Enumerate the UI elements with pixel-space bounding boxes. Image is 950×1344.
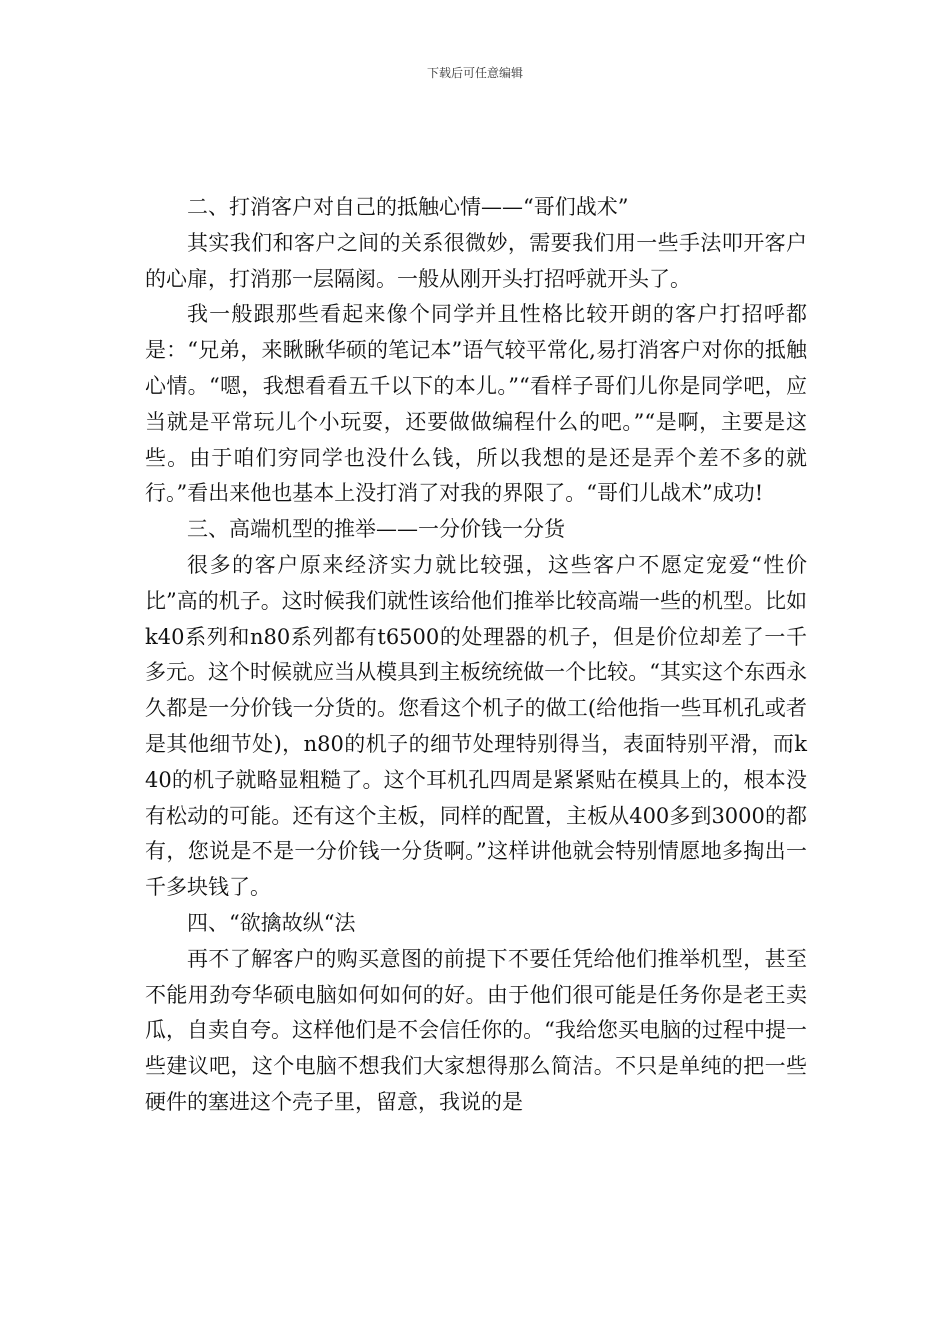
page-header-note: 下载后可任意编辑 [426,66,523,80]
paragraph: 其实我们和客户之间的关系很微妙，需要我们用一些手法叩开客户的心扉，打消那一层隔阂。一般从刚开头打招呼就开头了。 [145,230,807,291]
section-heading-4: 四、“欲擒故纵“法 [187,910,356,935]
section-heading-3: 三、高端机型的推举——一分价钱一分货 [187,517,565,542]
document-body [145,190,807,1121]
paragraph: 很多的客户原来经济实力就比较强，这些客户不愿定宠爱“性价比”高的机子。这时候我们就性该给他们推举比较高端一些的机型。比如k40系列和n80系列都有t6500的处理器的机子，但是价位却差了一千多元。这个时候就应当从模具到主板统统做一个比较。“其实这个东西永久都是一分价钱一分货的。您看这个机子的做工(给他指一些耳机孔或者是其他细节处)，n80的机子的细节处理特别得当，表面特别平滑，而k40的机子就略显粗糙了。这个耳机孔四周是紧紧贴在模具上的，根本没有松动的可能。还有这个主板，同样的配置，主板从400多到3000的都有，您说是不是一分价钱一分货啊。”这样讲他就会特别情愿地多掏出一千多块钱了。 [145,552,807,900]
paragraph: 我一般跟那些看起来像个同学并且性格比较开朗的客户打招呼都是：“兄弟，来瞅瞅华硕的笔记本”语气较平常化,易打消客户对你的抵触心情。“嗯，我想看看五千以下的本儿。”“看样子哥们儿你是同学吧，应当就是平常玩儿个小玩耍，还要做做编程什么的吧。”“是啊，主要是这些。由于咱们穷同学也没什么钱，所以我想的是还是弄个差不多的就行。”看出来他也基本上没打消了对我的界限了。“哥们儿战术”成功! [145,302,807,506]
section-heading-2: 二、打消客户对自己的抵触心情——“哥们战术” [187,195,629,219]
paragraph: 再不了解客户的购买意图的前提下不要任凭给他们推举机型，甚至不能用劲夸华硕电脑如何如何的好。由于他们很可能是任务你是老王卖瓜，自卖自夸。这样他们是不会信任你的。“我给您买电脑的过程中提一些建议吧，这个电脑不想我们大家想得那么简洁。不只是单纯的把一些硬件的塞进这个壳子里，留意，我说的是 [145,946,807,1114]
